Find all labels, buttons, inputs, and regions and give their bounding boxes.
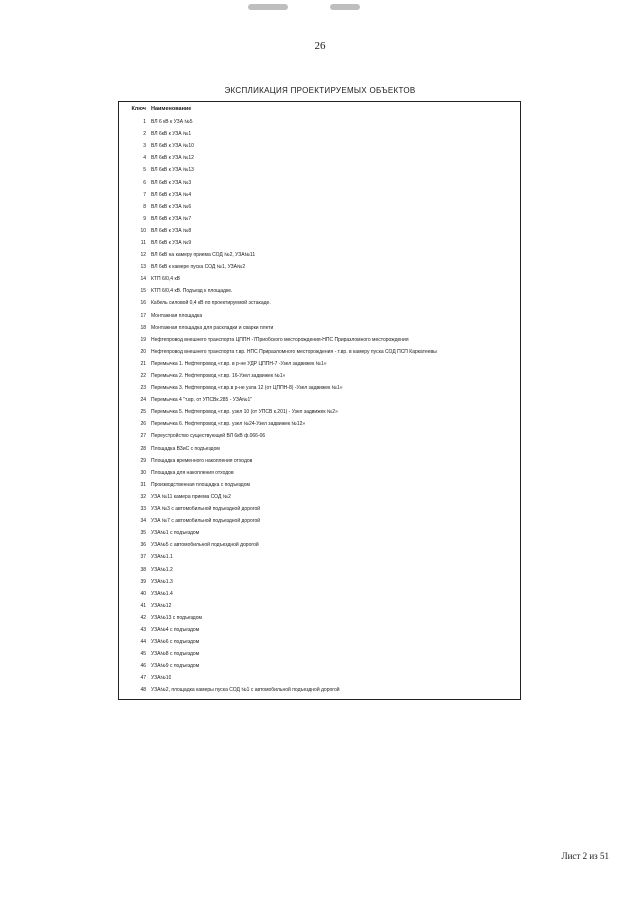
row-name: УЗА№1 с подъездом [151, 530, 200, 537]
table-row [119, 164, 520, 176]
table-row [119, 189, 520, 201]
row-key: 27 [140, 433, 146, 440]
row-name: Площадка для накопления отходов [151, 469, 234, 476]
row-name: Перемычка 4 "т.вр. от УПСВк.285 - УЗА№1" [151, 397, 253, 404]
row-key: 35 [140, 530, 146, 537]
row-name: Перемычка 1. Нефтепровод «т.вр. в р-не УДР ЦППН-7 -Узел задвижек №1» [151, 360, 327, 367]
table-row [119, 346, 520, 358]
row-key: 36 [140, 542, 146, 549]
table-body [119, 116, 520, 697]
table-row [119, 406, 520, 418]
row-key: 17 [140, 312, 146, 319]
row-key: 39 [140, 578, 146, 585]
table-row [119, 273, 520, 285]
row-key: 43 [140, 626, 146, 633]
row-key: 5 [143, 167, 146, 174]
row-name: Производственная площадка с подъездом [151, 481, 250, 488]
table-row [119, 539, 520, 551]
row-name: УЗА№9 с подъездом [151, 663, 200, 670]
row-name: УЗА№5 с автомобильной подъездной дорогой [151, 542, 259, 549]
row-name: УЗА №11 камера приема СОД №2 [151, 493, 231, 500]
row-key: 22 [140, 373, 146, 380]
row-key: 24 [140, 397, 146, 404]
row-key: 11 [140, 239, 146, 246]
row-name: ВЛ 6кВ к УЗА №9 [151, 239, 192, 246]
row-name: Перемычка 5. Нефтепровод «т.вр. узел 10 (от УПСВ к.201) - Узел задвижек №2» [151, 409, 338, 416]
row-key: 21 [140, 360, 146, 367]
row-key: 40 [140, 590, 146, 597]
row-name: ВЛ 6кВ к УЗА №12 [151, 155, 194, 162]
row-key: 28 [140, 445, 146, 452]
row-name: УЗА №3 с автомобильной подъездной дорогой [151, 506, 261, 513]
table-row [119, 491, 520, 503]
table-row [119, 443, 520, 455]
row-name: УЗА№1.1 [151, 554, 173, 561]
row-name: Нефтепровод внешнего транспорта ЦППН -7Приобского месторождения-НПС Приразломного месторождения [151, 336, 409, 343]
row-key: 44 [140, 639, 146, 646]
table-row [119, 213, 520, 225]
row-name: Перемычка 3. Нефтепровод «т.вр.в р-не узла 12 (от ЦППН-8) -Узел задвижек №1» [151, 385, 343, 392]
table-row [119, 624, 520, 636]
table-row [119, 297, 520, 309]
row-name: Нефтепровод внешнего транспорта т.вр. НПС Приразломного месторождения - т.вр. в камеру пуска СОД ПСП Каркатеевы [151, 348, 437, 355]
row-key: 41 [140, 602, 146, 609]
table-row [119, 527, 520, 539]
row-name: Площадка временного накопления отходов [151, 457, 253, 464]
row-name: ВЛ 6кВ к УЗА №10 [151, 143, 194, 150]
row-key: 15 [140, 288, 146, 295]
table-row [119, 612, 520, 624]
table-row [119, 503, 520, 515]
row-key: 30 [140, 469, 146, 476]
row-name: ВЛ 6кВ на камеру приема СОД №2, УЗА№11 [151, 252, 256, 259]
row-name: УЗА№10 [151, 675, 172, 682]
table-row [119, 140, 520, 152]
table-row [119, 370, 520, 382]
table-row [119, 648, 520, 660]
table-header [119, 102, 520, 116]
row-name: ВЛ 6кВ к УЗА №3 [151, 179, 192, 186]
row-name: Монтажная площадка [151, 312, 203, 319]
table-row [119, 467, 520, 479]
table-row [119, 394, 520, 406]
column-header-name: Наименование [151, 106, 192, 112]
column-header-key: Ключ [131, 106, 146, 112]
row-name: КТП 6/0,4 кВ [151, 276, 180, 283]
table-row [119, 322, 520, 334]
table-row [119, 515, 520, 527]
table-row [119, 418, 520, 430]
document-title: ЭКСПЛИКАЦИЯ ПРОЕКТИРУЕМЫХ ОБЪЕКТОВ [224, 86, 416, 95]
row-key: 33 [140, 506, 146, 513]
table-row [119, 237, 520, 249]
row-name: УЗА№4 с подъездом [151, 626, 200, 633]
row-key: 10 [140, 227, 146, 234]
table-row [119, 334, 520, 346]
row-key: 31 [140, 481, 146, 488]
table-row [119, 636, 520, 648]
row-key: 7 [143, 191, 146, 198]
table-row [119, 588, 520, 600]
row-name: УЗА№1.2 [151, 566, 173, 573]
row-name: Площадка ВЗиС с подъездом [151, 445, 220, 452]
row-name: УЗА№8 с подъездом [151, 651, 200, 658]
row-name: УЗА№13 с подъездом [151, 614, 202, 621]
row-name: УЗА№12 [151, 602, 172, 609]
row-key: 37 [140, 554, 146, 561]
row-key: 9 [143, 215, 146, 222]
table-row [119, 600, 520, 612]
row-name: УЗА№1.4 [151, 590, 173, 597]
row-key: 26 [140, 421, 146, 428]
row-name: Переустройство существующей ВЛ 6кВ ф.066-06 [151, 433, 266, 440]
row-name: Кабель силовой 0,4 кВ по проектируемой эстакаде. [151, 300, 271, 307]
row-key: 42 [140, 614, 146, 621]
table-row [119, 660, 520, 672]
row-name: ВЛ 6кВ к УЗА №1 [151, 131, 192, 138]
row-key: 4 [143, 155, 146, 162]
table-row [119, 479, 520, 491]
table-row [119, 225, 520, 237]
row-key: 32 [140, 493, 146, 500]
table-row [119, 152, 520, 164]
row-key: 29 [140, 457, 146, 464]
row-name: ВЛ 6кВ к УЗА №6 [151, 203, 192, 210]
table-row [119, 128, 520, 140]
row-key: 14 [140, 276, 146, 283]
row-name: ВЛ 6кВ к камере пуска СОД №1, УЗА№2 [151, 264, 246, 271]
scan-artifact-right [330, 4, 360, 10]
row-name: КТП 6/0,4 кВ. Подъезд к площадке. [151, 288, 233, 295]
row-key: 2 [143, 131, 146, 138]
row-key: 20 [140, 348, 146, 355]
row-key: 45 [140, 651, 146, 658]
row-name: УЗА№2, площадка камеры пуска СОД №1 с автомобильной подъездной дорогой [151, 687, 340, 694]
row-key: 23 [140, 385, 146, 392]
row-key: 25 [140, 409, 146, 416]
row-key: 46 [140, 663, 146, 670]
row-key: 47 [140, 675, 146, 682]
row-name: Перемычка 6. Нефтепровод «т.вр. узел №24-Узел задвижек №12» [151, 421, 306, 428]
row-key: 12 [140, 252, 146, 259]
row-name: ВЛ 6кВ к УЗА №13 [151, 167, 194, 174]
row-name: УЗА №7 с автомобильной подъездной дорогой [151, 518, 261, 525]
table-row [119, 310, 520, 322]
row-name: Монтажная площадка для раскладки и сварки плети [151, 324, 274, 331]
table-row [119, 249, 520, 261]
table-row [119, 358, 520, 370]
row-key: 48 [140, 687, 146, 694]
table-row [119, 455, 520, 467]
row-key: 13 [140, 264, 146, 271]
row-key: 3 [143, 143, 146, 150]
table-row [119, 261, 520, 273]
row-key: 38 [140, 566, 146, 573]
scan-artifact-left [248, 4, 288, 10]
row-name: ВЛ 6кВ к УЗА №7 [151, 215, 192, 222]
table-row [119, 285, 520, 297]
row-name: УЗА№6 с подъездом [151, 639, 200, 646]
row-key: 34 [140, 518, 146, 525]
sheet-label: Лист 2 из 51 [561, 851, 609, 861]
page-number: 26 [314, 40, 326, 52]
row-name: Перемычка 2. Нефтепровод «т.вр. 16-Узел задвижек №1» [151, 373, 286, 380]
table-row [119, 551, 520, 563]
row-name: ВЛ 6 кВ к УЗА №5 [151, 119, 193, 126]
table-row [119, 382, 520, 394]
row-name: ВЛ 6кВ к УЗА №8 [151, 227, 192, 234]
row-key: 6 [143, 179, 146, 186]
table-row [119, 116, 520, 128]
table-row [119, 176, 520, 188]
row-key: 1 [143, 119, 146, 126]
table-row [119, 684, 520, 696]
row-name: УЗА№1.3 [151, 578, 173, 585]
table-row [119, 672, 520, 684]
row-key: 19 [140, 336, 146, 343]
row-key: 8 [143, 203, 146, 210]
table-row [119, 576, 520, 588]
row-key: 18 [140, 324, 146, 331]
table-row [119, 430, 520, 442]
table-row [119, 563, 520, 575]
row-name: ВЛ 6кВ к УЗА №4 [151, 191, 192, 198]
row-key: 16 [140, 300, 146, 307]
table-row [119, 201, 520, 213]
explication-table [118, 101, 521, 700]
